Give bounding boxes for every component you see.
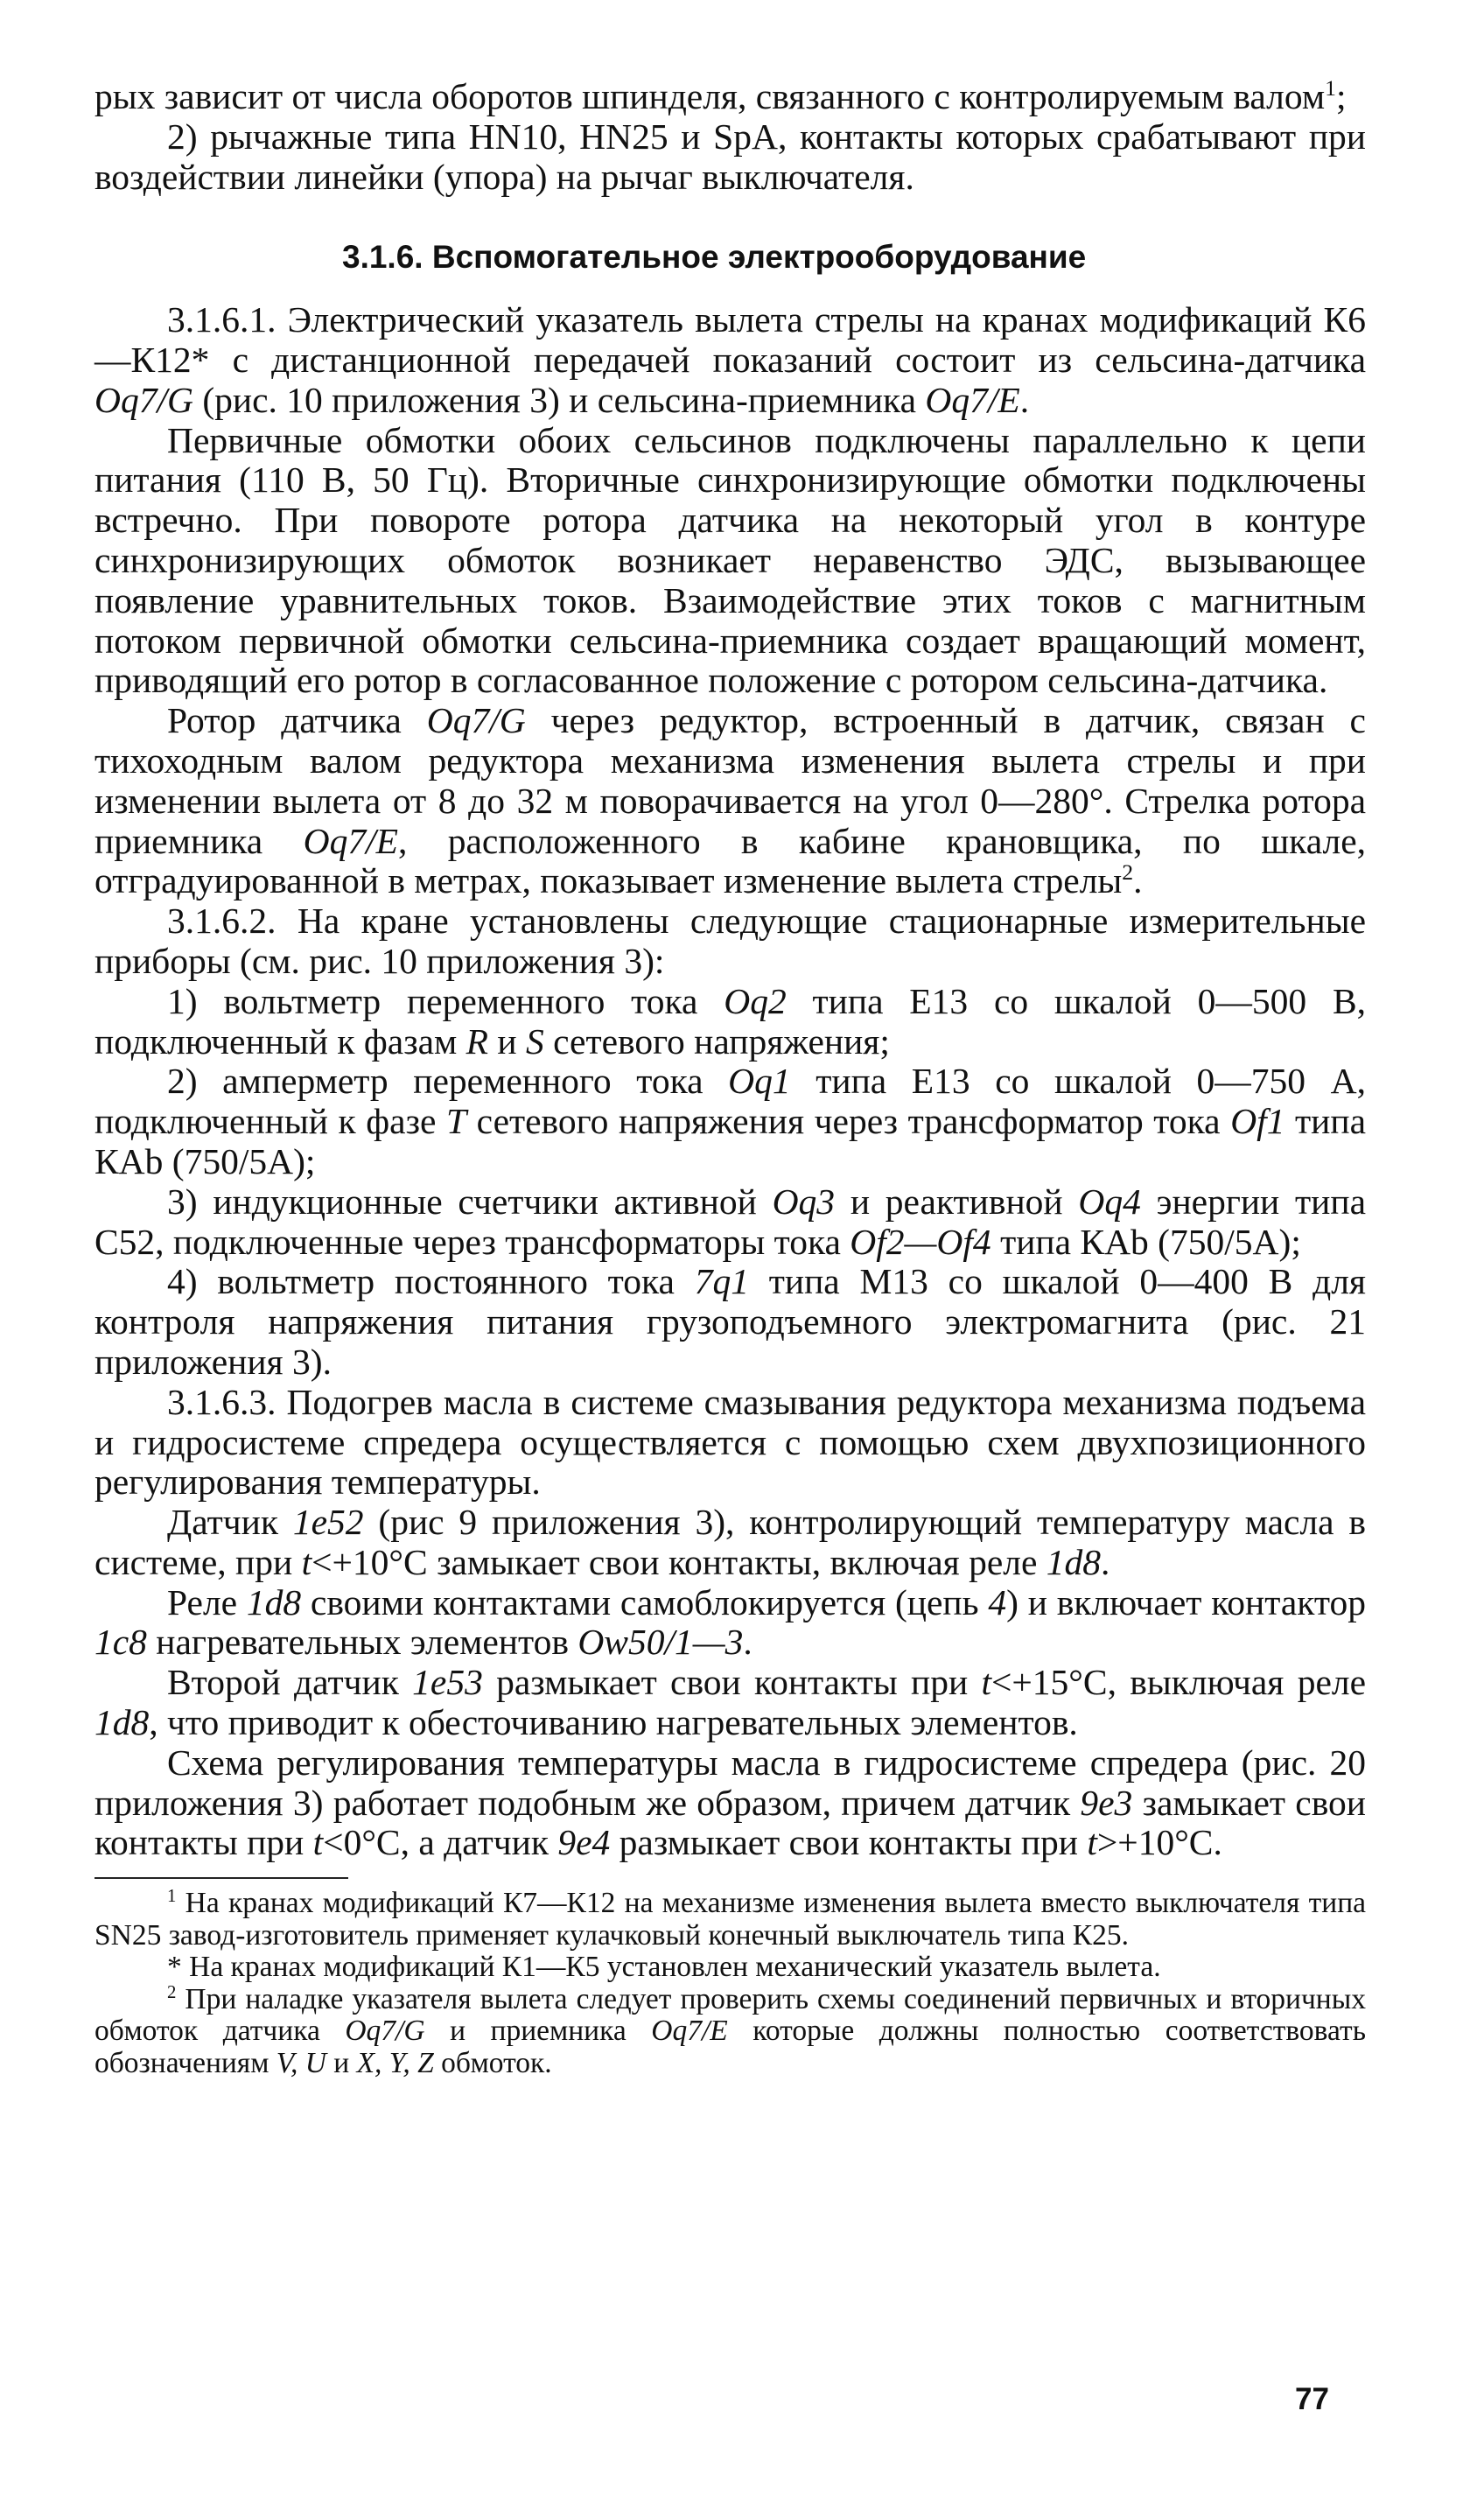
paragraph: рых зависит от числа оборотов шпинделя, связанного с контролируемым валом$^1$; <box>94 75 1347 116</box>
paragraph: 2) рычажные типа HN10, HN25 и SpA, контакты которых срабатывают при воздействии линейки (упора) на рычаг выключателя. <box>94 116 1366 197</box>
list-item: 2) амперметр переменного тока Oq1 типа Е13 со шкалой 0—750 А, подключенный к фазе T сетевого напряжения через трансформатор тока Of1 типа КАb (750/5А); <box>94 1061 1367 1181</box>
footnote: $^2$ При наладке указателя вылета следует проверить схемы соединений первичных и вторичных обмоток датчика Oq7/G и приемника Oq7/E которые должны полностью соответствовать обозначениям V, U и X, Y, Z обмоток. <box>94 1981 1366 2079</box>
list-item: 4) вольтметр постоянного тока 7q1 типа М13 со шкалой 0—400 В для контроля напряжения питания грузоподъемного электромагнита (рис. 21 приложения 3). <box>94 1261 1366 1382</box>
footnote-divider <box>94 1877 348 1879</box>
page-number: 77 <box>1295 2382 1329 2416</box>
paragraph: Датчик 1e52 (рис 9 приложения 3), контролирующий температуру масла в системе, при t<+10°С замыкает свои контакты, включая реле 1d8. <box>94 1502 1366 1582</box>
footnote: $^1$ На кранах модификаций К7—К12 на механизме изменения вылета вместо выключателя типа SN25 завод-изготовитель применяет кулачковый конечный выключатель типа К25. <box>94 1886 1366 1952</box>
paragraph: Второй датчик 1e53 размыкает свои контакты при t<+15°С, выключая реле 1d8, что приводит к обесточиванию нагревательных элементов. <box>94 1662 1366 1743</box>
paragraph: 3.1.6.2. На кране установлены следующие стационарные измерительные приборы (см. рис. 10 приложения 3): <box>94 901 1366 981</box>
paragraph: Схема регулирования температуры масла в гидросистеме спредера (рис. 20 приложения 3) работает подобным же образом, причем датчик 9e3 замыкает свои контакты при t<0°С, а датчик 9e4 размыкает свои контакты при t>+10°С. <box>94 1742 1366 1863</box>
paragraph: 3.1.6.3. Подогрев масла в системе смазывания редуктора механизма подъема и гидросистеме спредера осуществляется с помощью схем двухпозиционного регулирования температуры. <box>94 1381 1366 1503</box>
footnote: * На кранах модификаций К1—К5 установлен механический указатель вылета. <box>167 1951 1161 1984</box>
footnote-ref: 2 <box>1122 859 1134 886</box>
paragraph: Ротор датчика Oq7/G через редуктор, встроенный в датчик, связан с тихоходным валом редуктора механизма изменения вылета стрелы и при изменении вылета от 8 до 32 м поворачивается на угол 0—280°. Стрелка ротора приемника Oq7/E, расположенного в кабине крановщика, по шкале, отградуированной в метрах, показывает изменение вылета стрелы$^2$. <box>94 700 1366 901</box>
paragraph: Первичные обмотки обоих сельсинов подключены параллельно к цепи питания (110 В, 50 Гц). Вторичные синхронизирующие обмотки подключены встречно. При повороте ротора датчика на некоторый угол в контуре синхронизирующих обмоток возникает неравенство ЭДС, вызывающее появление уравнительных токов. Взаимодействие этих токов с магнитным потоком первичной обмотки сельсина-приемника создает вращающий момент, приводящий его ротор в согласованное положение с ротором сельсина-датчика. <box>94 419 1366 701</box>
list-item: 3) индукционные счетчики активной Oq3 и реактивной Oq4 энергии типа С52, подключенные через трансформаторы тока Of2—Of4 типа КАb (750/5А); <box>94 1181 1367 1262</box>
list-item: 1) вольтметр переменного тока Oq2 типа Е13 со шкалой 0—500 В, подключенный к фазам R и S сетевого напряжения; <box>94 980 1367 1062</box>
body-text <box>94 77 1366 1863</box>
section-heading: 3.1.6. Вспомогательное электрооборудование <box>342 239 1087 276</box>
paragraph: 3.1.6.1. Электрический указатель вылета стрелы на кранах модификаций К6—К12* с дистанционной передачей показаний состоит из сельсина-датчика Oq7/G (рис. 10 приложения 3) и сельсина-приемника Oq7/E. <box>94 299 1366 420</box>
paragraph: Реле 1d8 своими контактами самоблокируется (цепь 4) и включает контактор 1c8 нагревательных элементов Ow50/1—3. <box>94 1581 1367 1663</box>
footnote-ref: 1 <box>1325 75 1336 102</box>
footnotes <box>94 1888 1366 2079</box>
